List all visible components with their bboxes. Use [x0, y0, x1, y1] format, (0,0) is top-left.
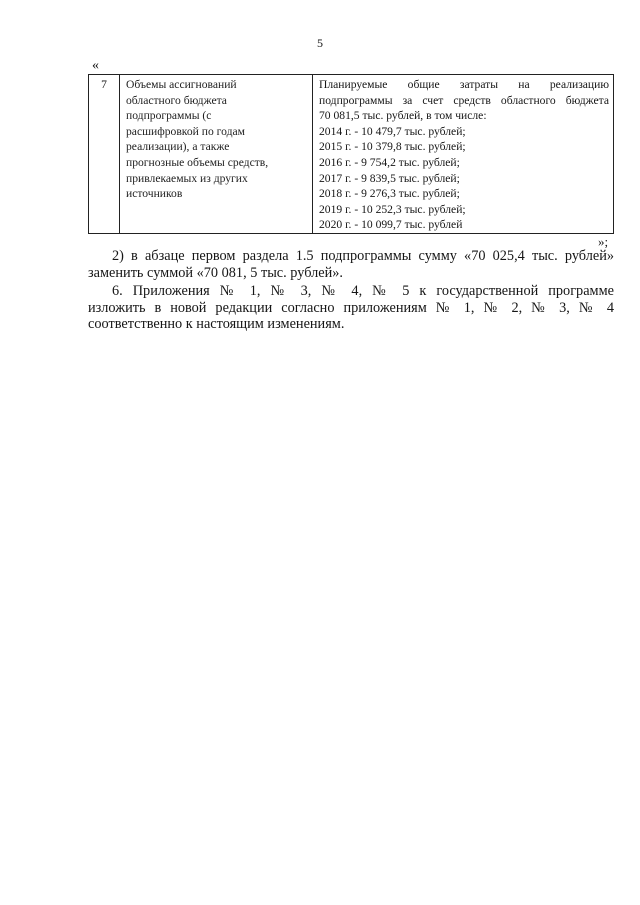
- value-intro-line: подпрограммы за счет средств областного бюджета: [319, 93, 609, 107]
- paragraph-line: заменить суммой «70 081, 5 тыс. рублей».: [88, 264, 343, 281]
- year-amount-line: 2017 г. - 9 839,5 тыс. рублей;: [319, 171, 460, 185]
- name-line: областного бюджета: [126, 93, 227, 107]
- year-amount-line: 2015 г. - 10 379,8 тыс. рублей;: [319, 140, 466, 154]
- year-amount-line: 2019 г. - 10 252,3 тыс. рублей;: [319, 202, 466, 216]
- paragraph-line: 6. Приложения № 1, № 3, № 4, № 5 к государственной программе: [112, 283, 614, 299]
- open-quote-mark: «: [92, 58, 99, 73]
- name-line: прогнозные объемы средств,: [126, 155, 269, 169]
- paragraph-line: 2) в абзаце первом раздела 1.5 подпрограммы сумму «70 025,4 тыс. рублей»: [112, 248, 614, 264]
- year-amount-line: 2014 г. - 10 479,7 тыс. рублей;: [319, 124, 466, 138]
- name-line: расшифровкой по годам: [126, 124, 245, 138]
- value-total-line: 70 081,5 тыс. рублей, в том числе:: [319, 109, 487, 123]
- paragraph-amendment-2: [88, 248, 614, 281]
- name-line: подпрограммы (с: [126, 109, 212, 123]
- name-line: привлекаемых из других: [126, 171, 248, 185]
- table-row: [89, 75, 614, 234]
- year-amount-line: 2020 г. - 10 099,7 тыс. рублей: [319, 218, 463, 232]
- row-name-cell: [120, 75, 313, 234]
- passport-table: [88, 74, 614, 234]
- close-quote-mark: »;: [598, 234, 609, 249]
- year-amount-line: 2016 г. - 9 754,2 тыс. рублей;: [319, 155, 460, 169]
- year-amount-line: 2018 г. - 9 276,3 тыс. рублей;: [319, 187, 460, 201]
- name-line: Объемы ассигнований: [126, 78, 237, 91]
- name-line: реализации), а также: [126, 140, 230, 154]
- page-number: 5: [317, 36, 323, 50]
- name-line: источников: [126, 187, 183, 201]
- row-number-cell: 7: [89, 75, 120, 234]
- paragraph-item-6: [88, 283, 614, 333]
- row-value-cell: [313, 75, 614, 234]
- paragraph-line: соответственно к настоящим изменениям.: [88, 316, 345, 333]
- paragraph-line: изложить в новой редакции согласно приложениям № 1, № 2, № 3, № 4: [88, 299, 614, 316]
- value-intro-line: Планируемые общие затраты на реализацию: [319, 78, 609, 91]
